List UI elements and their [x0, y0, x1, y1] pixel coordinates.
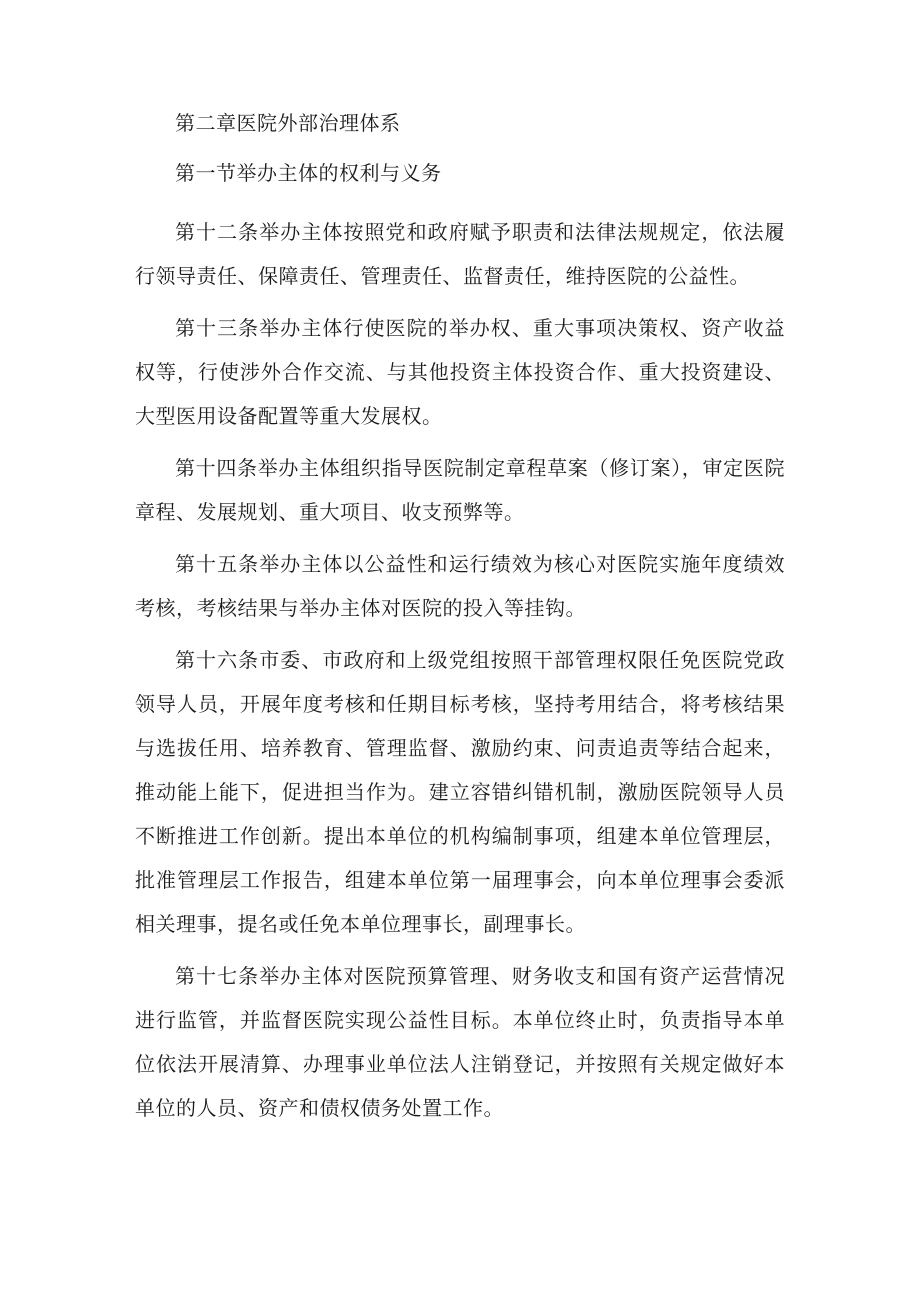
- article-15: 第十五条举办主体以公益性和运行绩效为核心对医院实施年度绩效考核，考核结果与举办主体对医院的投入等挂钩。: [135, 552, 785, 620]
- document-body: [135, 110, 785, 1138]
- article-13: 第十三条举办主体行使医院的举办权、重大事项决策权、资产收益权等，行使涉外合作交流、与其他投资主体投资合作、重大投资建设、大型医用设备配置等重大发展权。: [135, 316, 785, 428]
- article-12: 第十二条举办主体按照党和政府赋予职责和法律法规规定，依法履行领导责任、保障责任、管理责任、监督责任，维持医院的公益性。: [135, 220, 785, 288]
- section-title: 第一节举办主体的权利与义务: [175, 161, 442, 185]
- article-14: 第十四条举办主体组织指导医院制定章程草案（修订案），审定医院章程、发展规划、重大项目、收支预弊等。: [135, 456, 785, 524]
- article-17: 第十七条举办主体对医院预算管理、财务收支和国有资产运营情况进行监管，并监督医院实现公益性目标。本单位终止时，负责指导本单位依法开展清算、办理事业单位法人注销登记，并按照有关规定做好本单位的人员、资产和债权债务处置工作。: [135, 964, 785, 1120]
- chapter-title: 第二章医院外部治理体系: [175, 111, 401, 135]
- article-16: 第十六条市委、市政府和上级党组按照干部管理权限任免医院党政领导人员，开展年度考核和任期目标考核，坚持考用结合，将考核结果与选拔任用、培养教育、管理监督、激励约束、问责追责等结合起来，推动能上能下，促进担当作为。建立容错纠错机制，激励医院领导人员不断推进工作创新。提出本单位的机构编制事项，组建本单位管理层，批准管理层工作报告，组建本单位第一届理事会，向本单位理事会委派相关理事，提名或任免本单位理事长，副理事长。: [135, 648, 785, 936]
